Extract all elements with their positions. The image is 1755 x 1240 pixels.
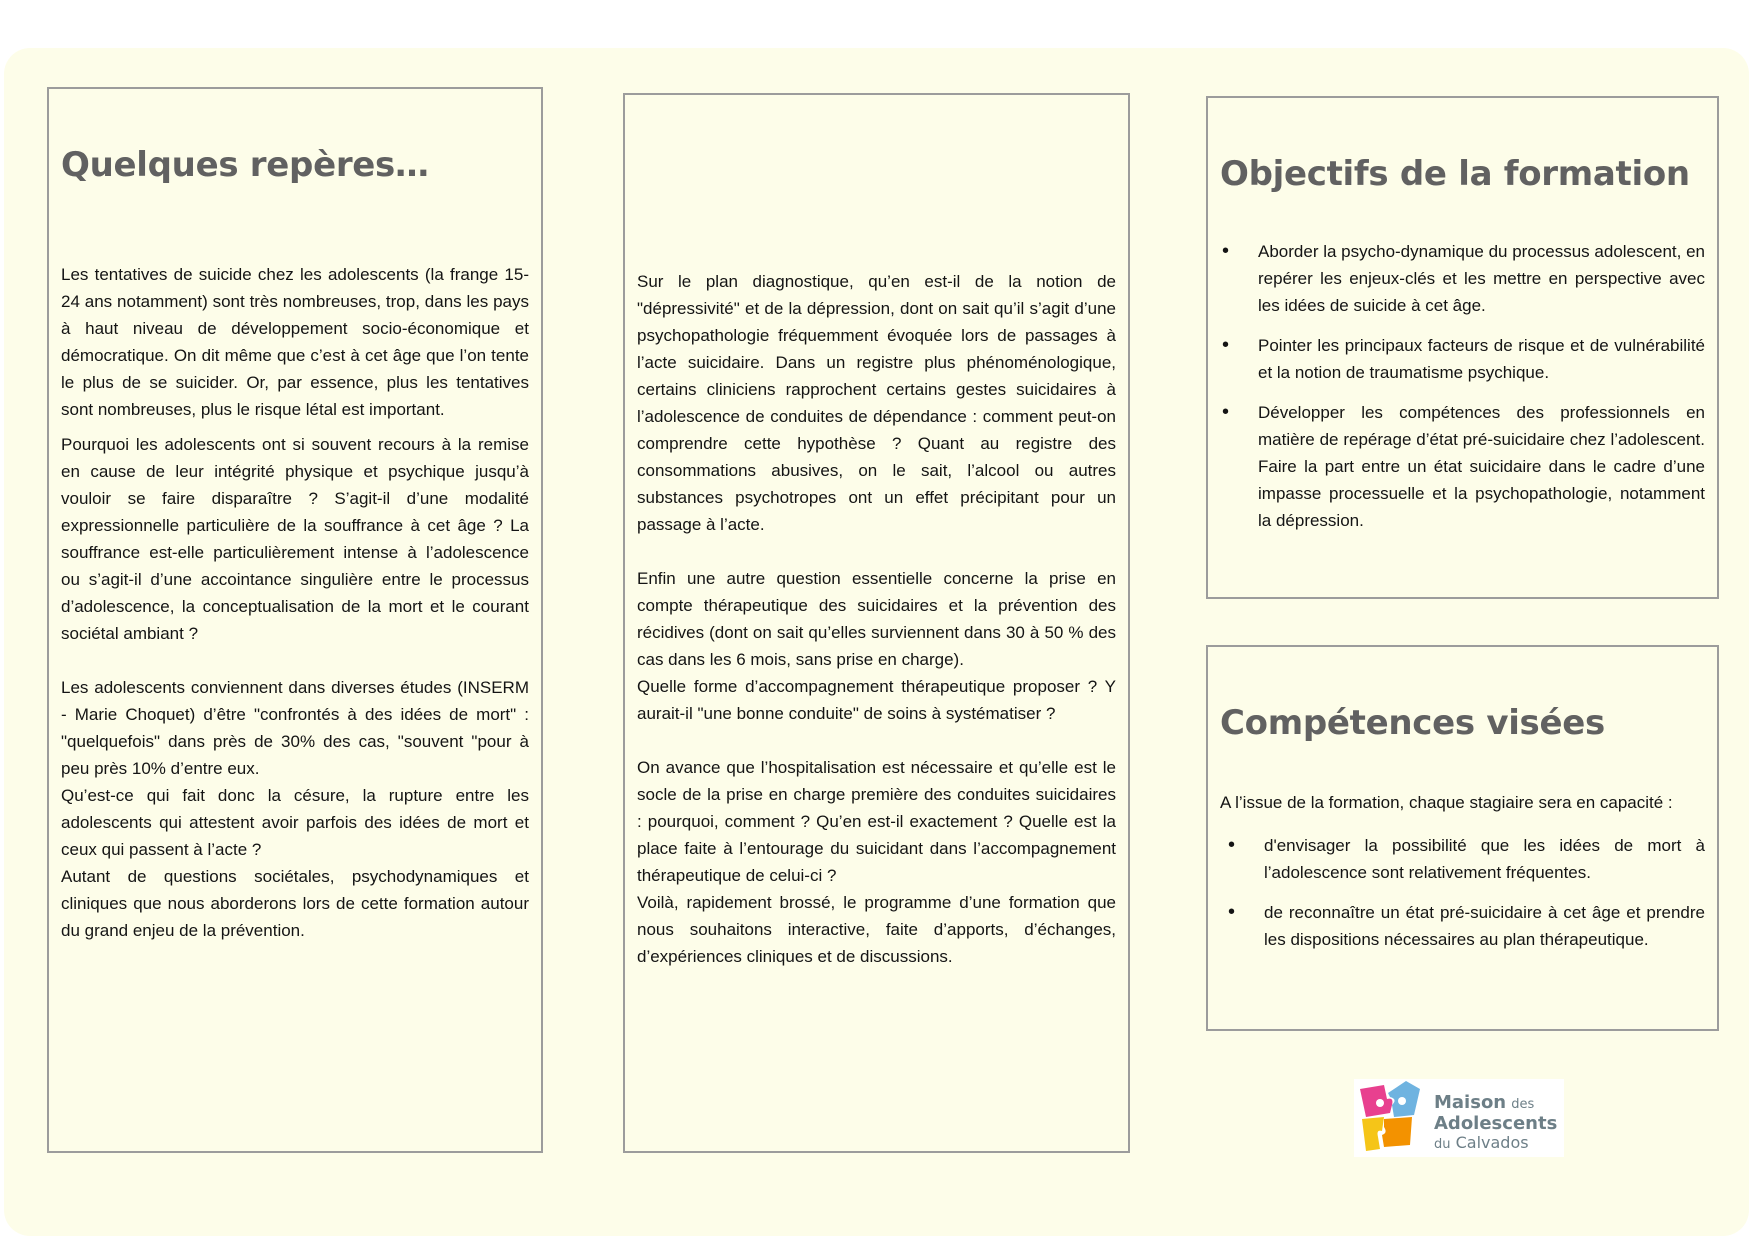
list-item: • Aborder la psycho-dynamique du processus adolescent, en repérer les enjeux-clés et les mettre en perspective avec les idées de suicide à cet âge.	[1222, 240, 1705, 315]
list-item: • Développer les compétences des professionnels en matière de repérage d’état pré-suicidaire chez l’adolescent. Faire la part entre un état suicidaire dans le cadre d’une impasse processuelle et la psychopathologie, notamment la dépression.	[1222, 401, 1705, 530]
paragraph: Les adolescents conviennent dans diverses études (INSERM - Marie Choquet) d’être "confrontés à des idées de mort" : "quelquefois" dans près de 30% des cas, "souvent "pour à peu près 10% d’entre eux.	[61, 678, 529, 778]
panel-objectifs	[1206, 96, 1719, 599]
paragraph: On avance que l’hospitalisation est nécessaire et qu’elle est le socle de la prise en charge première des conduites suicidaires : pourquoi, comment ? Qu’en est-il exactement ? Quelle est la place faite à l’entourage du suicidant dans l’accompagnement thérapeutique de celui-ci ?	[637, 758, 1116, 885]
puzzle-people-icon	[1354, 1079, 1434, 1157]
list-item: • Pointer les principaux facteurs de risque et de vulnérabilité et la notion de traumatisme psychique.	[1222, 334, 1705, 382]
bullet-icon: •	[1228, 834, 1236, 856]
paragraph: Sur le plan diagnostique, qu’en est-il de la notion de "dépressivité" et de la dépression, dont on sait qu’il s’agit d’une psychopathologie fréquemment évoquée lors de passages à l’acte suicidaire. Dans un registre plus phénoménologique, certains cliniciens rapprochent certains gestes suicidaires à l’adolescence de conduites de dépendance : comment peut-on comprendre cette hypothèse ? Quant au registre des consommations abusives, on le sait, l’alcool ou autres substances psychotropes ont un effet précipitant pour un passage à l’acte.	[637, 272, 1116, 534]
bullet-icon: •	[1222, 401, 1230, 423]
bullet-icon: •	[1228, 901, 1236, 923]
paragraph: Enfin une autre question essentielle concerne la prise en compte thérapeutique des suicidaires et la prévention des récidives (dont on sait qu’elles surviennent dans 30 à 50 % des cas dans les 6 mois, sans prise en charge).	[637, 569, 1116, 669]
panel-competences	[1206, 645, 1719, 1031]
panel-title: Quelques repères…	[61, 145, 429, 185]
competences-list	[1226, 832, 1705, 966]
paragraph: Autant de questions sociétales, psychodynamiques et cliniques que nous aborderons lors de cette formation autour du grand enjeu de la prévention.	[61, 867, 529, 940]
paragraph: Qu’est-ce qui fait donc la césure, la rupture entre les adolescents qui attestent avoir parfois des idées de mort et ceux qui passent à l’acte ?	[61, 786, 529, 859]
panel-quelques-reperes	[47, 87, 543, 1153]
panel-title: Compétences visées	[1220, 703, 1605, 743]
list-item: • de reconnaître un état pré-suicidaire à cet âge et prendre les dispositions nécessaires au plan thérapeutique.	[1228, 901, 1705, 949]
competences-intro: A l’issue de la formation, chaque stagiaire sera en capacité :	[1220, 793, 1673, 812]
objectives-list	[1220, 238, 1705, 547]
panel-body	[61, 261, 529, 944]
logo-text: Maison des Adolescents du Calvados	[1434, 1092, 1558, 1152]
bullet-icon: •	[1222, 240, 1230, 262]
list-item: • d'envisager la possibilité que les idées de mort à l’adolescence sont relativement fréquentes.	[1228, 834, 1705, 882]
panel-diagnostic	[623, 93, 1130, 1153]
panel-title: Objectifs de la formation	[1220, 154, 1690, 194]
panel-body	[637, 268, 1116, 970]
bullet-icon: •	[1222, 334, 1230, 356]
maison-des-adolescents-logo	[1354, 1079, 1564, 1157]
paragraph: Voilà, rapidement brossé, le programme d’une formation que nous souhaitons interactive, faite d’apports, d’échanges, d’expériences cliniques et de discussions.	[637, 893, 1116, 966]
paragraph: Quelle forme d’accompagnement thérapeutique proposer ? Y aurait-il "une bonne conduite" de soins à systématiser ?	[637, 677, 1116, 723]
paragraph: Pourquoi les adolescents ont si souvent recours à la remise en cause de leur intégrité physique et psychique jusqu’à vouloir se faire disparaître ? S’agit-il d’une modalité expressionnelle particulière de la souffrance à cet âge ? La souffrance est-elle particulièrement intense à l’adolescence ou s’agit-il d’une accointance singulière entre le processus d’adolescence, la conceptualisation de la mort et le courant sociétal ambiant ?	[61, 435, 529, 643]
paragraph: Les tentatives de suicide chez les adolescents (la frange 15-24 ans notamment) sont très nombreuses, trop, dans les pays à haut niveau de développement socio-économique et démocratique. On dit même que c’est à cet âge que l’on tente le plus de se suicider. Or, par essence, plus les tentatives sont nombreuses, plus le risque létal est important.	[61, 265, 529, 419]
